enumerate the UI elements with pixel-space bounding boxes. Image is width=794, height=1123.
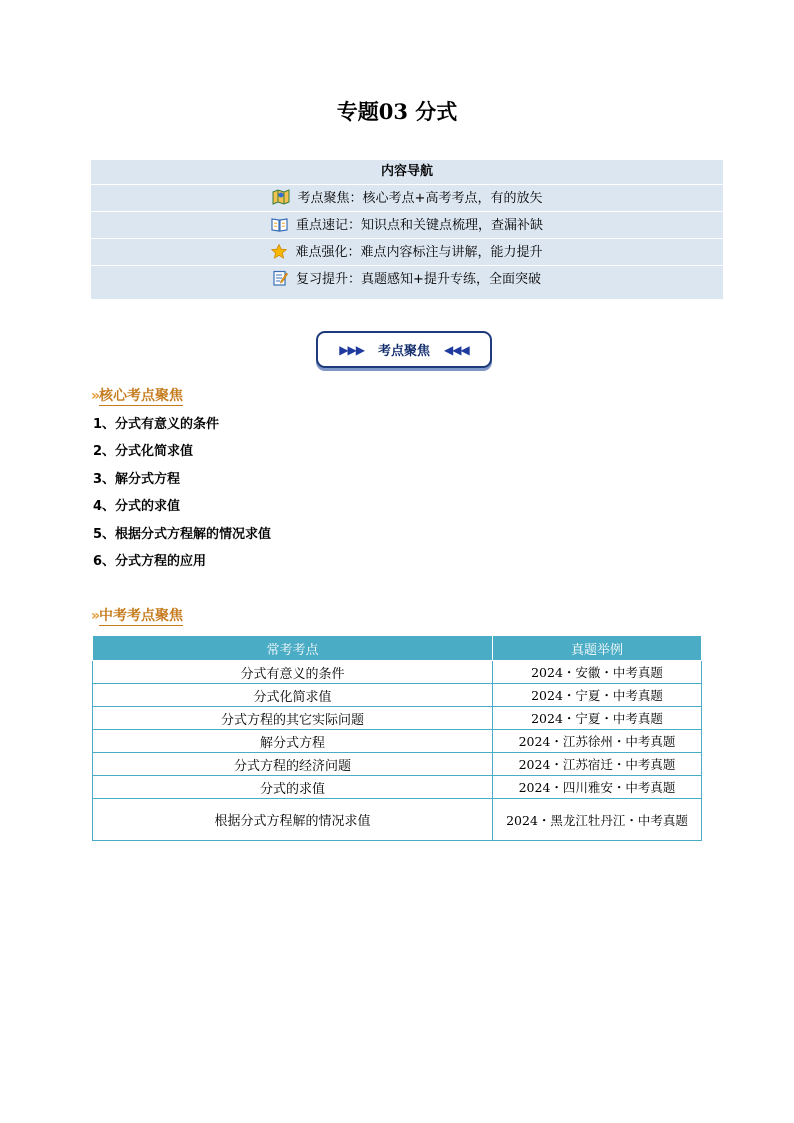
nav-item-label: 考点聚焦：核心考点+高考考点，有的放矢 — [297, 191, 543, 206]
double-chevron-icon: » — [91, 388, 98, 404]
list-item: 1、分式有意义的条件 — [93, 417, 220, 432]
list-item: 4、分式的求值 — [93, 499, 181, 515]
topic-cell: 分式方程的其它实际问题 — [93, 707, 493, 730]
nav-item-review[interactable] — [91, 266, 723, 293]
list-item: 5、根据分式方程解的情况求值 — [93, 526, 272, 542]
exam-section-heading — [91, 605, 183, 625]
core-heading-label: 核心考点聚焦 — [99, 388, 184, 404]
book-icon — [271, 215, 288, 242]
topic-cell: 分式化简求值 — [93, 684, 493, 707]
star-icon — [271, 242, 287, 269]
nav-item-label: 复习提升：真题感知+提升专练，全面突破 — [296, 272, 541, 287]
example-cell: 2024・安徽・中考真题 — [493, 661, 702, 684]
table-row — [93, 799, 702, 841]
nav-item-label: 难点强化：难点内容标注与讲解，能力提升 — [295, 245, 543, 260]
table-row — [93, 684, 702, 707]
topic-cell: 分式的求值 — [93, 776, 493, 799]
column-header: 真题举例 — [493, 636, 702, 661]
topic-cell: 解分式方程 — [93, 730, 493, 753]
list-item: 3、解分式方程 — [93, 471, 181, 487]
table-row — [93, 730, 702, 753]
table-row — [93, 661, 702, 684]
example-cell: 2024・黑龙江牡丹江・中考真题 — [493, 799, 702, 841]
exam-points-table — [92, 635, 702, 841]
column-header: 常考考点 — [93, 636, 493, 661]
list-item: 2、分式化简求值 — [93, 444, 194, 460]
table-header-row — [93, 636, 702, 661]
nav-item-label: 重点速记：知识点和关键点梳理，查漏补缺 — [295, 218, 543, 233]
badge-label: 考点聚焦 — [377, 344, 430, 359]
topic-cell: 分式方程的经济问题 — [93, 753, 493, 776]
content-navigation — [91, 160, 723, 299]
nav-item-quick-notes[interactable] — [91, 212, 723, 239]
table-row — [93, 753, 702, 776]
page-title: 专题03 分式 — [336, 99, 458, 124]
list-item: 6、分式方程的应用 — [93, 553, 207, 569]
example-cell: 2024・四川雅安・中考真题 — [493, 776, 702, 799]
table-row — [93, 776, 702, 799]
right-arrows-icon: ◀◀◀ — [444, 342, 469, 357]
left-arrows-icon: ▶▶▶ — [339, 342, 364, 357]
topic-cell: 根据分式方程解的情况求值 — [93, 799, 493, 841]
section-badge — [316, 331, 492, 368]
example-cell: 2024・宁夏・中考真题 — [493, 707, 702, 730]
nav-item-key-points[interactable] — [91, 185, 723, 212]
example-cell: 2024・宁夏・中考真题 — [493, 684, 702, 707]
nav-item-difficulty[interactable] — [91, 239, 723, 266]
exam-heading-label: 中考考点聚焦 — [99, 608, 184, 624]
table-row — [93, 707, 702, 730]
nav-heading: 内容导航 — [91, 160, 723, 185]
topic-cell: 分式有意义的条件 — [93, 661, 493, 684]
core-section-heading — [91, 385, 183, 405]
notepad-icon — [273, 269, 288, 296]
example-cell: 2024・江苏宿迁・中考真题 — [493, 753, 702, 776]
core-points-list — [93, 415, 271, 579]
map-icon — [272, 188, 290, 215]
example-cell: 2024・江苏徐州・中考真题 — [493, 730, 702, 753]
double-chevron-icon: » — [91, 608, 98, 624]
